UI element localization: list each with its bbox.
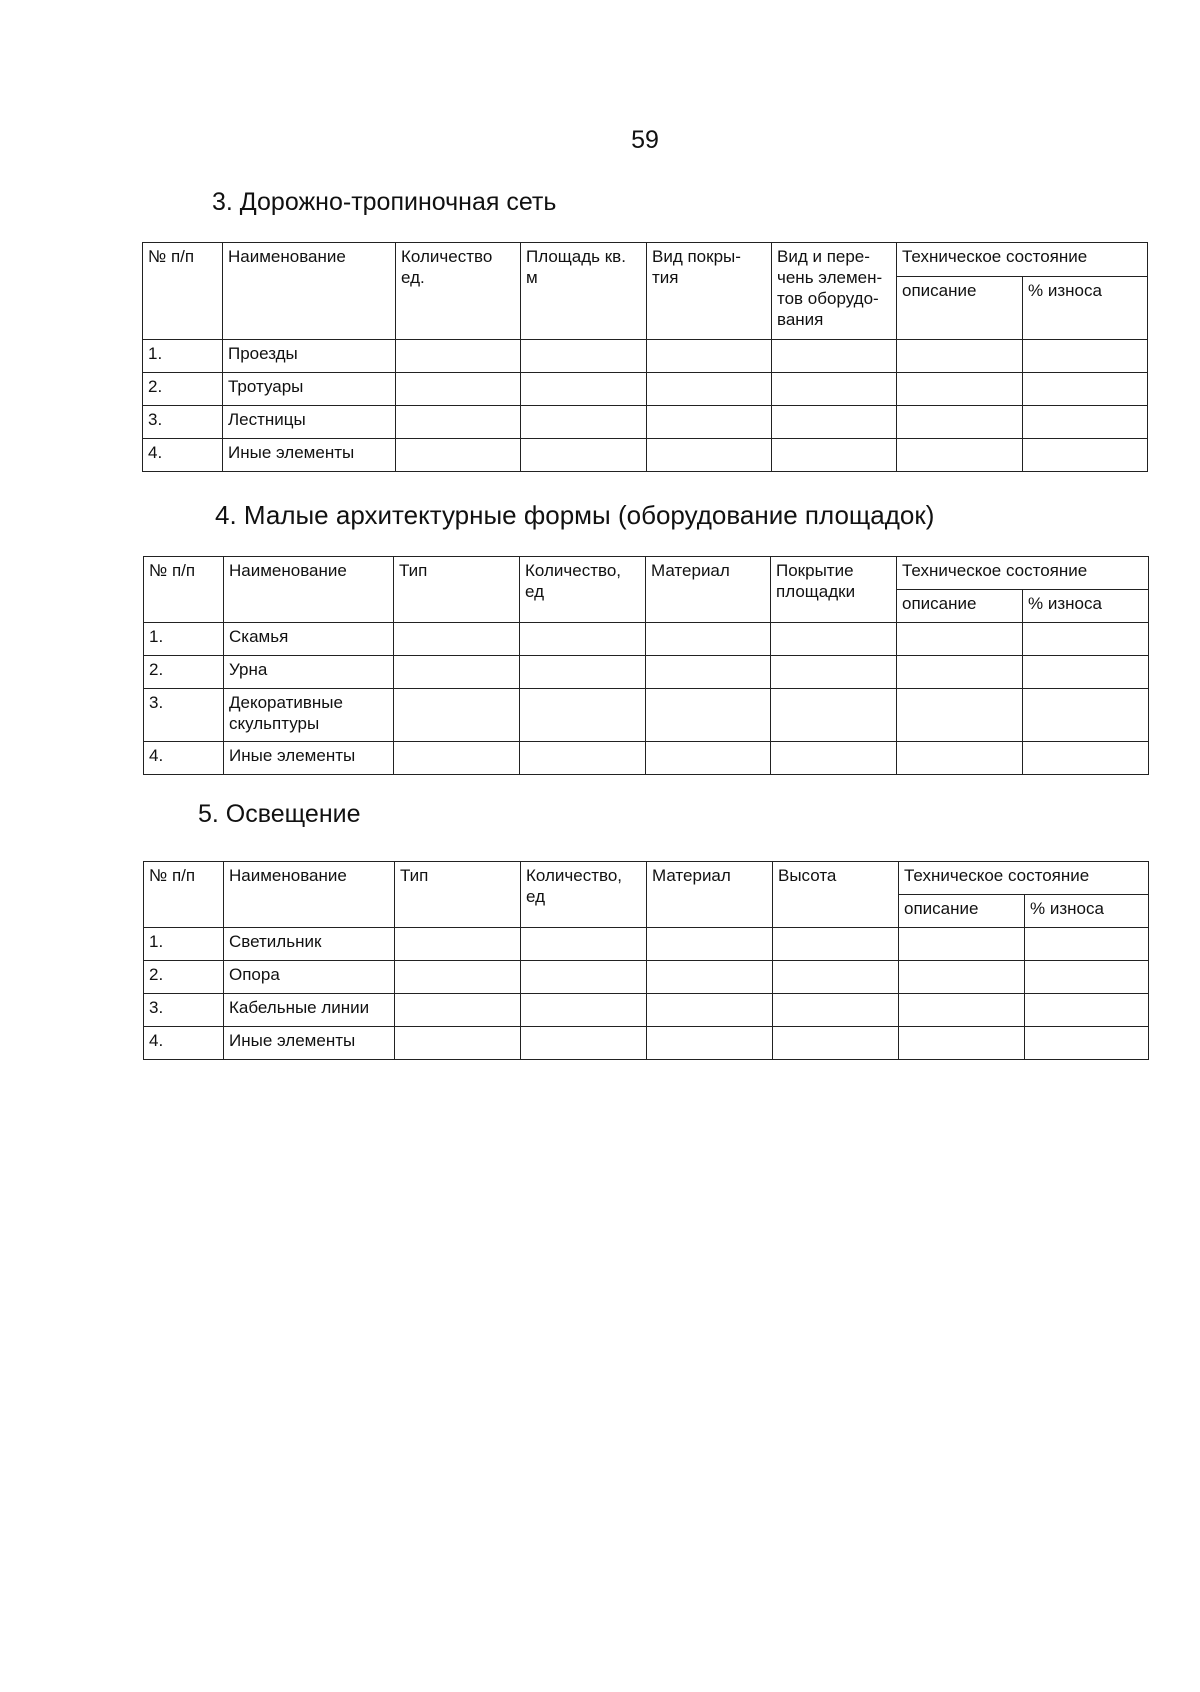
empty-cell (771, 689, 897, 742)
table-row (144, 742, 1149, 775)
row-name: Проезды (223, 340, 396, 373)
empty-cell (772, 340, 897, 373)
empty-cell (897, 656, 1023, 689)
header-height: Высота (773, 862, 899, 928)
empty-cell (899, 1027, 1025, 1060)
row-name: Тротуары (223, 373, 396, 406)
header-quantity: Количество, ед (521, 862, 647, 928)
empty-cell (772, 373, 897, 406)
empty-cell (772, 406, 897, 439)
row-name: Кабельные линии (224, 994, 395, 1027)
table-row (143, 373, 1148, 406)
page-number: 59 (631, 126, 659, 154)
empty-cell (520, 623, 646, 656)
table-row (144, 961, 1149, 994)
empty-cell (1025, 1027, 1149, 1060)
empty-cell (897, 406, 1023, 439)
header-wear: % износа (1023, 590, 1149, 623)
empty-cell (1025, 961, 1149, 994)
empty-cell (1023, 406, 1148, 439)
empty-cell (521, 994, 647, 1027)
row-name: Иные элементы (223, 439, 396, 472)
empty-cell (647, 373, 772, 406)
empty-cell (771, 742, 897, 775)
empty-cell (396, 340, 521, 373)
empty-cell (395, 961, 521, 994)
empty-cell (520, 689, 646, 742)
header-num: № п/п (144, 862, 224, 928)
row-num: 4. (144, 742, 224, 775)
section-3-title: 3. Дорожно-тропиночная сеть (212, 188, 557, 216)
row-name: Урна (224, 656, 394, 689)
header-num: № п/п (143, 243, 223, 340)
header-description: описание (899, 895, 1025, 928)
table-row (143, 406, 1148, 439)
header-name: Наименование (224, 862, 395, 928)
lighting-table (143, 861, 1149, 1060)
header-wear: % износа (1025, 895, 1149, 928)
header-quantity: Количество, ед (520, 557, 646, 623)
empty-cell (1023, 623, 1149, 656)
header-material: Материал (647, 862, 773, 928)
empty-cell (1025, 928, 1149, 961)
empty-cell (897, 689, 1023, 742)
empty-cell (771, 656, 897, 689)
empty-cell (521, 439, 647, 472)
header-material: Материал (646, 557, 771, 623)
empty-cell (520, 656, 646, 689)
header-technical-state: Техническое состояние (897, 557, 1149, 590)
row-num: 2. (143, 373, 223, 406)
empty-cell (1025, 994, 1149, 1027)
row-num: 2. (144, 961, 224, 994)
empty-cell (521, 961, 647, 994)
row-num: 3. (143, 406, 223, 439)
empty-cell (773, 928, 899, 961)
row-num: 1. (144, 623, 224, 656)
table-row (144, 689, 1149, 742)
empty-cell (899, 994, 1025, 1027)
empty-cell (897, 439, 1023, 472)
header-wear: % износа (1023, 277, 1148, 340)
empty-cell (1023, 742, 1149, 775)
section-5-title: 5. Освещение (198, 800, 361, 828)
row-num: 2. (144, 656, 224, 689)
header-description: описание (897, 590, 1023, 623)
empty-cell (1023, 439, 1148, 472)
empty-cell (521, 373, 647, 406)
empty-cell (772, 439, 897, 472)
row-name: Опора (224, 961, 395, 994)
empty-cell (647, 994, 773, 1027)
row-num: 3. (144, 994, 224, 1027)
empty-cell (521, 1027, 647, 1060)
empty-cell (773, 961, 899, 994)
empty-cell (395, 994, 521, 1027)
empty-cell (771, 623, 897, 656)
header-area: Площадь кв. м (521, 243, 647, 340)
empty-cell (897, 340, 1023, 373)
empty-cell (394, 656, 520, 689)
header-type: Тип (395, 862, 521, 928)
table-row (144, 1027, 1149, 1060)
header-type: Тип (394, 557, 520, 623)
empty-cell (520, 742, 646, 775)
empty-cell (646, 623, 771, 656)
empty-cell (897, 373, 1023, 406)
empty-cell (647, 1027, 773, 1060)
row-name: Иные элементы (224, 742, 394, 775)
header-technical-state: Техническое состояние (897, 243, 1148, 277)
header-name: Наименование (224, 557, 394, 623)
table-row (144, 656, 1149, 689)
row-name: Лестницы (223, 406, 396, 439)
section-4-title: 4. Малые архитектурные формы (оборудование площадок) (215, 500, 935, 530)
table-row (144, 928, 1149, 961)
table-row (144, 623, 1149, 656)
empty-cell (395, 1027, 521, 1060)
empty-cell (647, 961, 773, 994)
header-num: № п/п (144, 557, 224, 623)
empty-cell (773, 1027, 899, 1060)
empty-cell (899, 961, 1025, 994)
empty-cell (1023, 373, 1148, 406)
row-name: Светильник (224, 928, 395, 961)
row-num: 1. (143, 340, 223, 373)
row-name: Скамья (224, 623, 394, 656)
empty-cell (897, 742, 1023, 775)
empty-cell (1023, 340, 1148, 373)
road-network-table (142, 242, 1148, 472)
empty-cell (647, 928, 773, 961)
empty-cell (394, 689, 520, 742)
empty-cell (396, 406, 521, 439)
empty-cell (899, 928, 1025, 961)
empty-cell (646, 742, 771, 775)
empty-cell (521, 928, 647, 961)
table-row (143, 340, 1148, 373)
header-equipment: Вид и пере-чень элемен-тов оборудо-вания (772, 243, 897, 340)
empty-cell (646, 689, 771, 742)
table-row (143, 439, 1148, 472)
header-quantity: Количество ед. (396, 243, 521, 340)
empty-cell (1023, 689, 1149, 742)
header-name: Наименование (223, 243, 396, 340)
header-description: описание (897, 277, 1023, 340)
empty-cell (521, 406, 647, 439)
empty-cell (647, 406, 772, 439)
header-coating-type: Вид покры-тия (647, 243, 772, 340)
empty-cell (773, 994, 899, 1027)
empty-cell (396, 373, 521, 406)
empty-cell (396, 439, 521, 472)
row-num: 1. (144, 928, 224, 961)
row-name: Иные элементы (224, 1027, 395, 1060)
empty-cell (897, 623, 1023, 656)
header-surface: Покрытие площадки (771, 557, 897, 623)
small-architectural-forms-table (143, 556, 1149, 775)
empty-cell (521, 340, 647, 373)
empty-cell (646, 656, 771, 689)
empty-cell (647, 340, 772, 373)
empty-cell (647, 439, 772, 472)
row-num: 4. (144, 1027, 224, 1060)
row-num: 4. (143, 439, 223, 472)
empty-cell (395, 928, 521, 961)
row-num: 3. (144, 689, 224, 742)
empty-cell (394, 742, 520, 775)
table-row (144, 994, 1149, 1027)
empty-cell (394, 623, 520, 656)
row-name: Декоративные скульптуры (224, 689, 394, 742)
empty-cell (1023, 656, 1149, 689)
header-technical-state: Техническое состояние (899, 862, 1149, 895)
